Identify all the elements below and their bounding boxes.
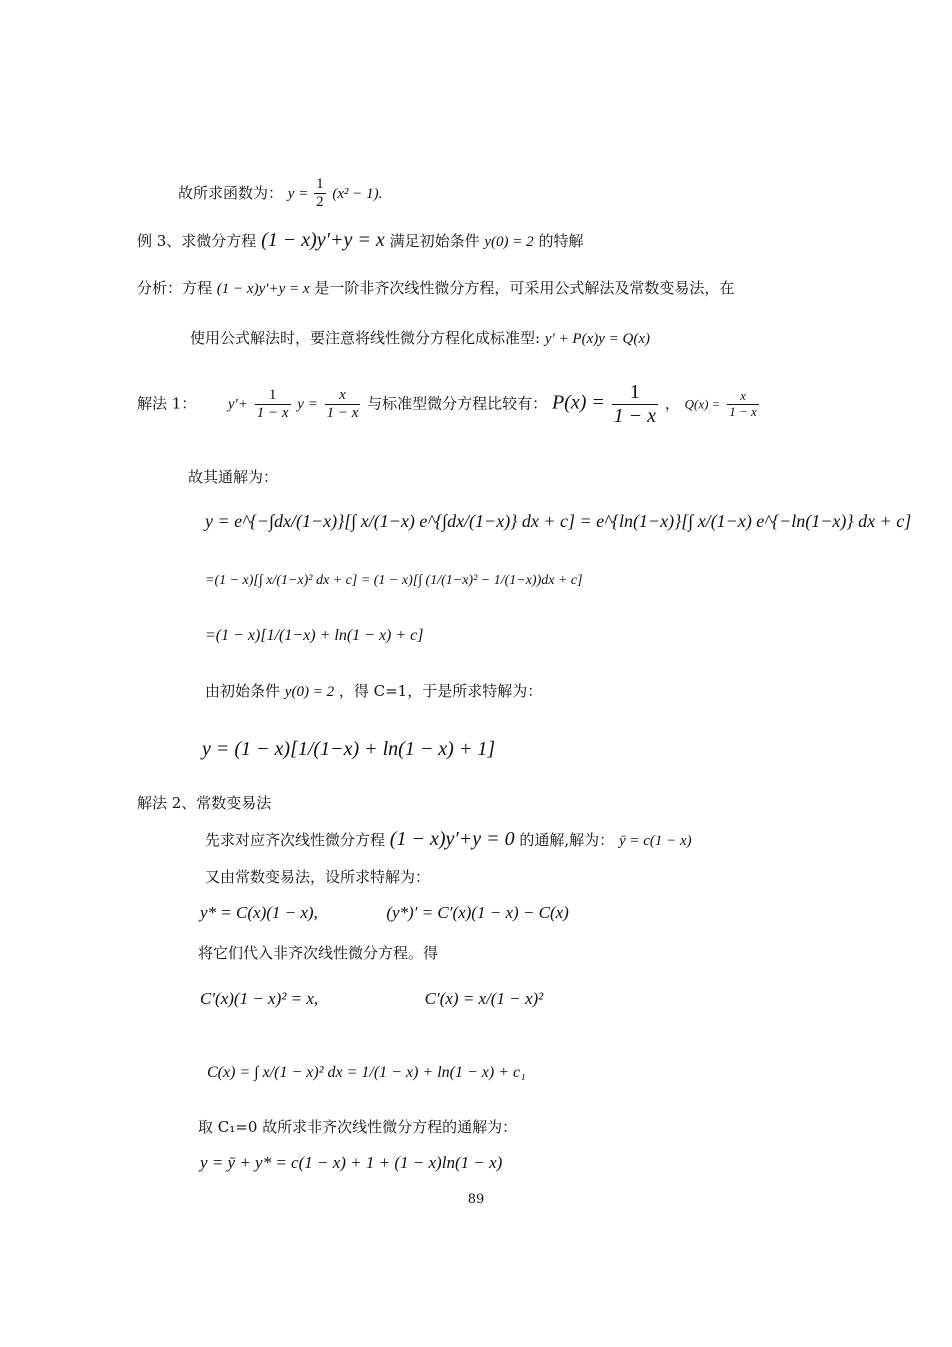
c-prime-sol: C′(x) = x/(1 − x)² — [424, 989, 544, 1008]
fracQ — [727, 389, 759, 420]
formula-C: C(x) = ∫ x/(1 − x)² dx = 1/(1 − x) + ln(1 − x) + c₁ — [207, 1064, 526, 1081]
text: 先求对应齐次线性微分方程 — [205, 831, 386, 849]
line-analysis — [137, 277, 734, 300]
text2: 满足初始条件 — [389, 232, 480, 250]
text2: 的通解,解为： — [519, 831, 615, 849]
den: 1 − x — [256, 405, 289, 421]
den: 2 — [316, 194, 324, 211]
formula-y-star — [200, 902, 569, 924]
lhs: y = — [287, 185, 313, 202]
equation: (1 − x)y′+y = 0 — [389, 828, 515, 850]
num: 1 — [612, 381, 658, 405]
formula-C-prime — [200, 988, 543, 1010]
num: x — [325, 387, 361, 405]
text: 例 3、求微分方程 — [137, 232, 257, 250]
num: 1 — [314, 176, 326, 194]
text-label: 故所求函数为： — [178, 183, 284, 202]
line-function-result — [178, 176, 382, 212]
line-method-2: 解法 2、常数变易法 — [137, 794, 272, 812]
text: 使用公式解法时，要注意将线性微分方程化成标准型: — [190, 329, 541, 347]
formula-step-3: =(1 − x)[1/(1−x) + ln(1 − x) + c] — [205, 627, 424, 644]
den: 1 − x — [326, 405, 359, 421]
line-take-c1: 取 C₁=0 故所求非齐次线性微分方程的通解为： — [198, 1118, 518, 1136]
formula-final-solution: y = ȳ + y* = c(1 − x) + 1 + (1 − x)ln(1 − x) — [200, 1153, 503, 1172]
equation: (1 − x)y′+y = x — [261, 229, 385, 251]
rest: (x² − 1). — [332, 185, 383, 202]
text2: 是一阶非齐次线性微分方程，可采用公式解法及常数变易法，在 — [314, 279, 735, 297]
c-prime-eq: C′(x)(1 − x)² = x, — [200, 989, 319, 1008]
condition: y(0) = 2 — [284, 684, 335, 700]
line-general-solution-label: 故其通解为： — [188, 468, 279, 486]
a: y′+ — [227, 396, 248, 413]
y-star: y* = C(x)(1 − x), — [200, 903, 318, 922]
formula-step-2: =(1 − x)[∫ x/(1−x)² dx + c] = (1 − x)[∫ (1/(1−x)² − 1/(1−x))dx + c] — [205, 573, 583, 588]
num: x — [727, 389, 759, 405]
line-method-1 — [137, 381, 761, 428]
equation: (1 − x)y′+y = x — [216, 281, 310, 297]
b: y = — [297, 396, 318, 413]
num: 1 — [255, 387, 291, 405]
label: 解法 1： — [137, 394, 197, 413]
comma: ， — [664, 394, 680, 413]
line-substitute: 将它们代入非齐次线性微分方程。得 — [198, 944, 439, 962]
P: P(x) = — [551, 391, 605, 414]
den: 1 − x — [613, 405, 657, 427]
text3: 的特解 — [538, 232, 584, 250]
text: 与标准型微分方程比较有： — [367, 394, 548, 413]
fracP — [612, 381, 658, 428]
frac1 — [255, 387, 291, 423]
frac2 — [325, 387, 361, 423]
line-example-3 — [137, 229, 583, 253]
formula-general-solution: y = e^{−∫dx/(1−x)}[∫ x/(1−x) e^{∫dx/(1−x)} dx + c] = e^{ln(1−x)}[∫ x/(1−x) e^{−ln(1−x)} dx + c] — [205, 511, 912, 531]
condition: y(0) = 2 — [484, 234, 534, 250]
fraction-half — [314, 176, 326, 212]
text: 由初始条件 — [205, 682, 281, 700]
page-number: 89 — [467, 1192, 485, 1207]
line-standard-form — [190, 327, 650, 350]
formula-particular-solution: y = (1 − x)[1/(1−x) + ln(1 − x) + 1] — [202, 738, 496, 760]
line-homogeneous — [205, 828, 692, 852]
line-initial-condition — [205, 680, 542, 703]
Q: Q(x) = — [684, 396, 721, 412]
den: 1 − x — [729, 404, 757, 419]
line-variation: 又由常数变易法，设所求特解为： — [205, 868, 431, 886]
equation: y′ + P(x)y = Q(x) — [544, 331, 650, 347]
y-star-derivative: (y*)′ = C′(x)(1 − x) − C(x) — [386, 903, 569, 922]
text: 分析：方程 — [137, 279, 213, 297]
text2: ，得 C=1，于是所求特解为： — [338, 682, 543, 700]
solution: ȳ = c(1 − x) — [618, 833, 692, 849]
